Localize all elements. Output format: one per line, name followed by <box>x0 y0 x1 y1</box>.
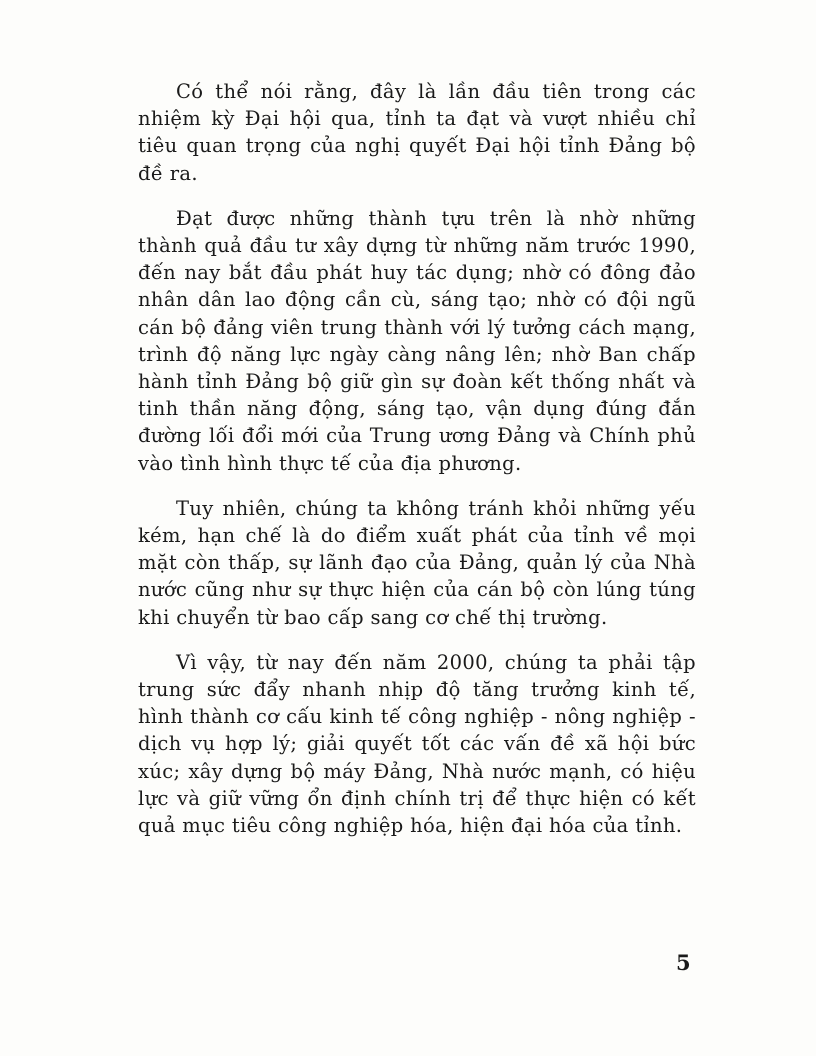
paragraph-3: Tuy nhiên, chúng ta không tránh khỏi những yếu kém, hạn chế là do điểm xuất phát của tỉnh về mọi mặt còn thấp, sự lãnh đạo của Đảng, quản lý của Nhà nước cũng như sự thực hiện của cán bộ còn lúng túng khi chuyển từ bao cấp sang cơ chế thị trường. <box>138 496 696 629</box>
paragraph-2: Đạt được những thành tựu trên là nhờ những thành quả đầu tư xây dựng từ những năm trước 1990, đến nay bắt đầu phát huy tác dụng; nhờ có đông đảo nhân dân lao động cần cù, sáng tạo; nhờ có đội ngũ cán bộ đảng viên trung thành với lý tưởng cách mạng, trình độ năng lực ngày càng nâng lên; nhờ Ban chấp hành tỉnh Đảng bộ giữ gìn sự đoàn kết thống nhất và tinh thần năng động, sáng tạo, vận dụng đúng đắn đường lối đổi mới của Trung ương Đảng và Chính phủ vào tình hình thực tế của địa phương. <box>138 206 696 475</box>
paragraph-1: Có thể nói rằng, đây là lần đầu tiên trong các nhiệm kỳ Đại hội qua, tỉnh ta đạt và vượt nhiều chỉ tiêu quan trọng của nghị quyết Đại hội tỉnh Đảng bộ đề ra. <box>138 80 696 185</box>
paragraph-4: Vì vậy, từ nay đến năm 2000, chúng ta phải tập trung sức đẩy nhanh nhịp độ tăng trưởng kinh tế, hình thành cơ cấu kinh tế công nghiệp - nông nghiệp - dịch vụ hợp lý; giải quyết tốt các vấn đề xã hội bức xúc; xây dựng bộ máy Đảng, Nhà nước mạnh, có hiệu lực và giữ vững ổn định chính trị để thực hiện có kết quả mục tiêu công nghiệp hóa, hiện đại hóa của tỉnh. <box>138 650 696 838</box>
body-text <box>138 78 696 857</box>
page-number: 5 <box>676 950 691 975</box>
